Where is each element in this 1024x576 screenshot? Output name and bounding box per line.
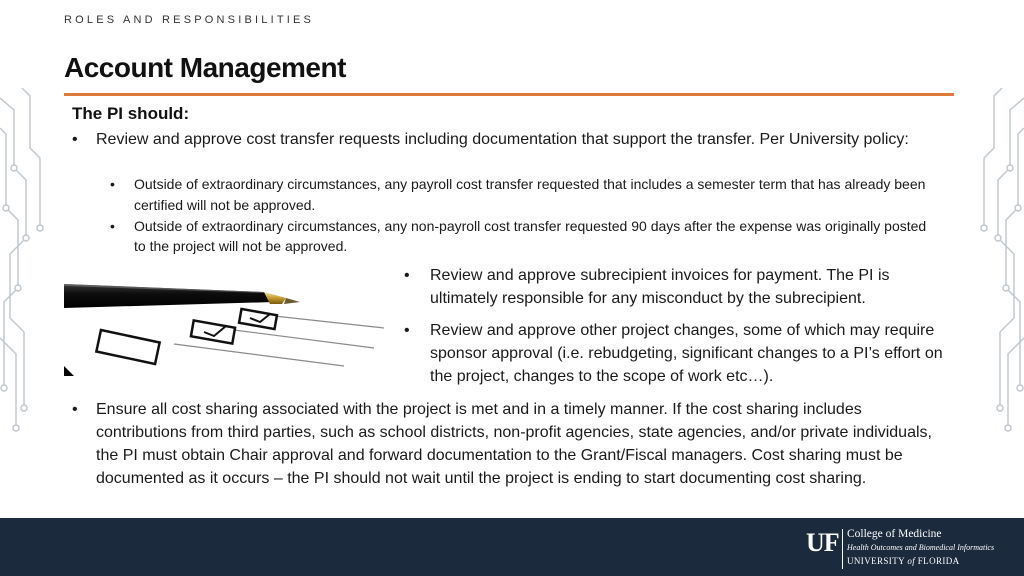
logo-university-part: FLORIDA (915, 556, 960, 566)
logo-divider (842, 529, 843, 569)
pen-on-checklist-icon (64, 262, 384, 376)
sub-bullet-text: Outside of extraordinary circumstances, any payroll cost transfer requested that includes a semester term that has already been certified will not be approved. (134, 176, 926, 213)
logo-university-name (847, 556, 960, 566)
bullet-cost-sharing (72, 398, 952, 490)
circuit-pattern-icon (0, 88, 44, 448)
bullet-cost-transfer (72, 128, 952, 151)
logo-university-part: UNIVERSITY (847, 556, 908, 566)
section-kicker: ROLES AND RESPONSIBILITIES (64, 14, 315, 26)
title-divider (64, 93, 954, 96)
bullet-glyph: • (72, 401, 78, 418)
bullet-glyph: • (110, 217, 115, 234)
bullet-subrecipient-invoices (404, 264, 944, 310)
uf-logo-mark: UF (806, 528, 839, 557)
university-logo (806, 527, 1016, 571)
bullet-text: Review and approve subrecipient invoices for payment. The PI is ultimately responsible for any misconduct by the subrecipient. (430, 267, 890, 307)
bullet-text: Review and approve other project changes, some of which may require sponsor approval (i.e. rebudgeting, significant changes to a PI’s effort on the project, changes to the scope of work etc…). (430, 322, 943, 385)
bullet-glyph: • (72, 131, 78, 148)
sub-bullet (110, 174, 940, 215)
page-title: Account Management (64, 52, 346, 83)
bullet-glyph: • (404, 267, 410, 284)
bullet-text: Ensure all cost sharing associated with the project is met and in a timely manner. If the cost sharing includes contributions from third parties, such as school districts, non-profit agencies, state agencies, and/or private individuals, the PI must obtain Chair approval and forward documentation to the Grant/Fiscal managers. Cost sharing must be documented as it occurs – the PI should not wait until the project is ending to start documenting cost sharing. (96, 401, 932, 487)
bullet-glyph: • (110, 176, 115, 192)
sub-bullet-list (110, 174, 940, 257)
logo-college-name: College of Medicine (847, 528, 942, 540)
sub-bullet-text: Outside of extraordinary circumstances, any non-payroll cost transfer requested 90 days after the expense was originally posted to the project will not be approved. (134, 217, 927, 254)
bullet-text: Review and approve cost transfer requests including documentation that support the transfer. Per University policy: (96, 131, 909, 148)
right-bullet-list (404, 264, 944, 397)
circuit-pattern-icon (980, 88, 1024, 448)
logo-university-part: of (907, 556, 916, 566)
bullet-project-changes (404, 319, 944, 388)
sub-bullet (110, 216, 940, 257)
logo-department-name: Health Outcomes and Biomedical Informatics (847, 543, 995, 552)
bullet-glyph: • (404, 322, 410, 339)
intro-heading: The PI should: (72, 104, 190, 123)
